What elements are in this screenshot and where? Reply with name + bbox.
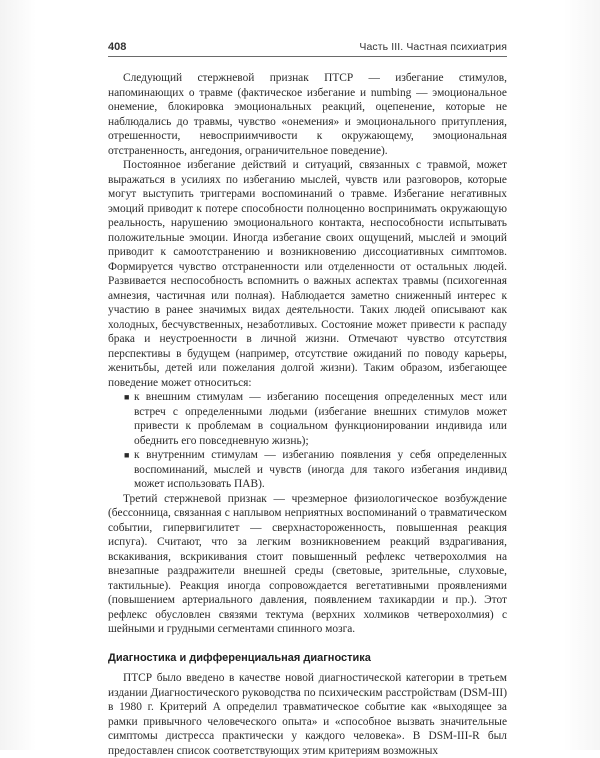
list-item-text: к внешним стимулам — избеганию посещения определенных мест или встреч с определенными людьми (избегание внешних стимулов может привести к проблемам в социальном функционировании индивида или обеднить его повседневную жизнь); <box>134 391 507 447</box>
bullet-icon: ■ <box>124 392 130 402</box>
bullet-list <box>108 390 507 492</box>
section-title: Часть III. Частная психиатрия <box>359 41 507 53</box>
list-item <box>124 390 507 448</box>
page-body <box>108 71 507 758</box>
list-item-text: к внутренним стимулам — избеганию появления у себя определенных воспоминаний, мыслей и чувств (иногда для такого избегания индивид может использовать ПАВ). <box>134 449 507 490</box>
list-item <box>124 448 507 492</box>
running-header <box>108 40 507 57</box>
paragraph-diagnostics: ПТСР было введено в качестве новой диагностической категории в третьем издании Диагностического руководства по психическим расстройствам (DSM-III) в 1980 г. Критерий А определил травматическое событие как «выходящее за рамки привычного человеческого опыта» и «способное вызвать значительные симптомы дистресса практически у каждого человека». В DSM-III-R был предоставлен список соответствующих этим критериям возможных <box>108 672 507 757</box>
paragraph-avoidance-sign: Следующий стержневой признак ПТСР — избегание стимулов, напоминающих о травме (фактическое избегание и numbing — эмоциональное онемение, блокировка эмоциональных реакций, оцепенение, которые не наблюдались до травмы, чувство «онемения» и эмоционального притупления, отрешенности, невосприимчивости к окружающему, эмоциональная отстраненность, ангедония, ограничительное поведение). <box>108 72 507 157</box>
paragraph-avoidance-details: Постоянное избегание действий и ситуаций, связанных с травмой, может выражаться в усилиях по избеганию мыслей, чувств или разговоров, которые могут выступить триггерами воспоминаний о травме. Избегание негативных эмоций приводит к потере способности полноценно воспринимать окружающую реальность, нарушению эмоционального контакта, неспособности испытывать положительные эмоции. Иногда избегание своих ощущений, мыслей и эмоций приводит к самоотстранению и возникновению диссоциативных симптомов. Формируется чувство отстраненности или отделенности от остальных людей. Развивается неспособность вспомнить о важных аспектах травмы (психогенная амнезия, частичная или полная). Наблюдается заметно сниженный интерес к участию в ранее значимых видах деятельности. Таких людей описывают как холодных, бесчувственных, незаботливых. Состояние может привести к распаду брака и неустроенности в личной жизни. Отмечают чувство отсутствия перспективы в будущем (например, отсутствие ожиданий по поводу карьеры, женитьбы, детей или пожелания долгой жизни). Таким образом, избегающее поведение может относиться: <box>108 159 507 389</box>
paragraph-arousal: Третий стержневой признак — чрезмерное физиологическое возбуждение (бессонница, связанная с наплывом неприятных воспоминаний о травматическом событии, гипервигилитет — сверхнастороженность, повышенная реакция испуга). Считают, что за легким возникновением реакций вздрагивания, вскакивания, вскрикивания стоит повышенный рефлекс четверохолмия на внезапные раздражители внешней среды (световые, зрительные, слуховые, тактильные). Реакция иногда сопровождается вегетативными проявлениями (повышением артериального давления, появлением тахикардии и пр.). Этот рефлекс обусловлен связями тектума (верхних холмиков четверохолмия) с шейными и грудными сегментами спинного мозга. <box>108 492 507 635</box>
section-heading: Диагностика и дифференциальная диагностика <box>108 651 371 664</box>
bullet-icon: ■ <box>124 450 130 460</box>
page-number: 408 <box>108 41 127 53</box>
